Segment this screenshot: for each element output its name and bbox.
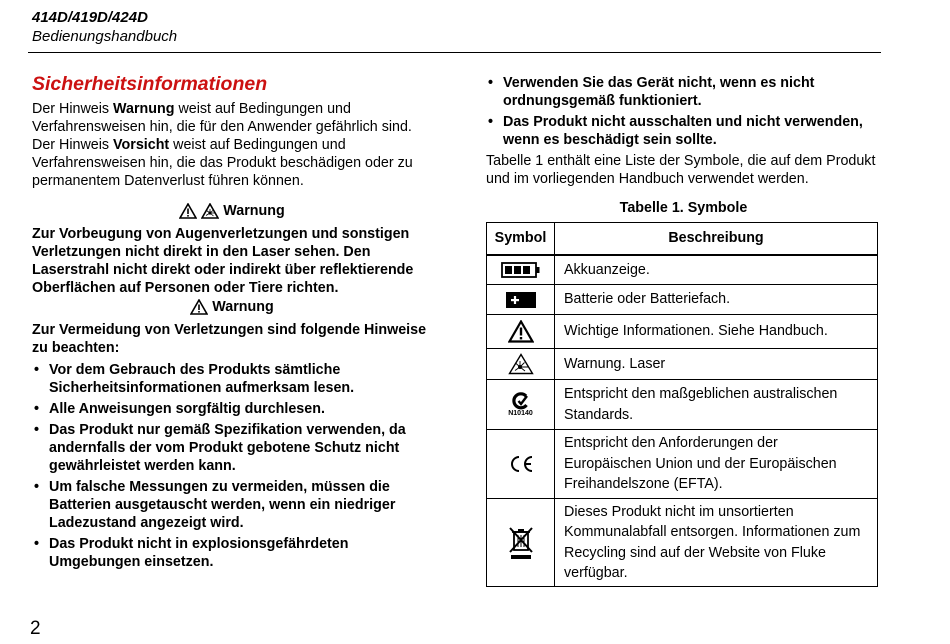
description-cell: Entspricht den Anforderungen der Europäischen Union und der Europäischen Freihandelszone (EFTA). (555, 430, 878, 499)
symbol-cell (487, 349, 555, 380)
table-row (487, 499, 878, 587)
left-column (32, 72, 432, 574)
warning-text-laser: Zur Vorbeugung von Augenverletzungen und sonstigen Verletzungen nicht direkt in den Laser sehen. Den Laserstrahl nicht direkt oder indirekt über reflektierende Oberflächen auf Personen oder Tiere richten. (32, 226, 414, 296)
header-divider (28, 52, 881, 53)
description-cell: Wichtige Informationen. Siehe Handbuch. (555, 315, 878, 349)
intro-bold-vorsicht: Vorsicht (113, 137, 170, 153)
table-header-row (487, 223, 878, 255)
description-cell: Entspricht den maßgeblichen australischen Standards. (555, 380, 878, 430)
warning-heading-laser (32, 202, 432, 220)
column-header-description: Beschreibung (555, 223, 878, 255)
intro-text-3: weist auf Bedingungen und Verfahrensweisen hin, die das Produkt beschädigen oder zu permanentem Datenverlust führen können. (32, 137, 413, 189)
list-item: • Verwenden Sie das Gerät nicht, wenn es nicht ordnungsgemäß funktioniert. (486, 74, 881, 110)
table-row (487, 349, 878, 380)
description-cell: Dieses Produkt nicht im unsortierten Kommunalabfall entsorgen. Informationen zum Recycling sind auf der Website von Fluke verfügbar. (555, 499, 878, 587)
list-item: • Alle Anweisungen sorgfältig durchlesen. (32, 400, 432, 418)
weee-bin-icon (508, 526, 534, 560)
list-item: • Das Produkt nicht in explosionsgefährdeten Umgebungen einsetzen. (32, 535, 432, 571)
warning-triangle-icon (179, 203, 197, 219)
warning-triangle-icon (508, 320, 534, 343)
warning-label: Warnung (212, 299, 274, 315)
table-row (487, 430, 878, 499)
warning-text-general: Zur Vermeidung von Verletzungen sind folgende Hinweise zu beachten: (32, 322, 427, 356)
table-row (487, 285, 878, 315)
table-intro: Tabelle 1 enthält eine Liste der Symbole, die auf dem Produkt und im vorliegenden Handbuch verwendet werden. (486, 153, 876, 187)
table-row (487, 315, 878, 349)
warning-label: Warnung (223, 203, 285, 219)
list-item: • Das Produkt nur gemäß Spezifikation verwenden, da andernfalls der vom Produkt gebotene Schutz nicht gewährleistet werden kann. (32, 421, 432, 475)
symbols-table (486, 222, 878, 587)
page-number: 2 (30, 618, 41, 639)
intro-text-2: weist auf Bedingungen und Verfahrensweisen hin, die für den Anwender gefährlich sind. Der Hinweis (32, 101, 412, 153)
c-tick-mark (487, 392, 554, 418)
table-row (487, 380, 878, 430)
warning-triangle-icon (190, 299, 208, 315)
warning-heading-general (32, 298, 432, 316)
c-tick-icon (512, 392, 530, 410)
table-caption: Tabelle 1. Symbole (619, 200, 748, 216)
page-header (32, 8, 177, 46)
column-header-symbol: Symbol (487, 223, 555, 255)
section-title: Sicherheitsinformationen (32, 73, 268, 95)
list-item: • Um falsche Messungen zu vermeiden, müssen die Batterien ausgetauscht werden, wenn ein niedriger Ladezustand angezeigt wird. (32, 478, 432, 532)
model-number: 414D/419D/424D (32, 9, 148, 26)
laser-warning-icon (201, 203, 219, 219)
description-cell: Akkuanzeige. (555, 255, 878, 285)
symbol-cell (487, 255, 555, 285)
safety-list-continued (486, 74, 881, 149)
battery-compartment-icon (505, 291, 537, 309)
intro-bold-warnung: Warnung (113, 101, 175, 117)
safety-list (32, 361, 432, 571)
symbol-cell (487, 285, 555, 315)
symbol-cell (487, 315, 555, 349)
table-row (487, 255, 878, 285)
description-cell: Warnung. Laser (555, 349, 878, 380)
laser-warning-icon (508, 353, 534, 375)
symbol-cell (487, 499, 555, 587)
symbol-cell (487, 380, 555, 430)
manual-title: Bedienungshandbuch (32, 28, 178, 45)
c-tick-caption: N10140 (508, 409, 533, 417)
intro-text-1: Der Hinweis (32, 101, 114, 117)
symbol-cell (487, 430, 555, 499)
right-column (486, 72, 881, 587)
description-cell: Batterie oder Batteriefach. (555, 285, 878, 315)
list-item: • Vor dem Gebrauch des Produkts sämtliche Sicherheitsinformationen aufmerksam lesen. (32, 361, 432, 397)
list-item: • Das Produkt nicht ausschalten und nicht verwenden, wenn es beschädigt sein sollte. (486, 113, 881, 149)
intro-paragraph (32, 100, 432, 190)
battery-level-icon (501, 262, 541, 278)
ce-mark-icon (507, 455, 535, 473)
